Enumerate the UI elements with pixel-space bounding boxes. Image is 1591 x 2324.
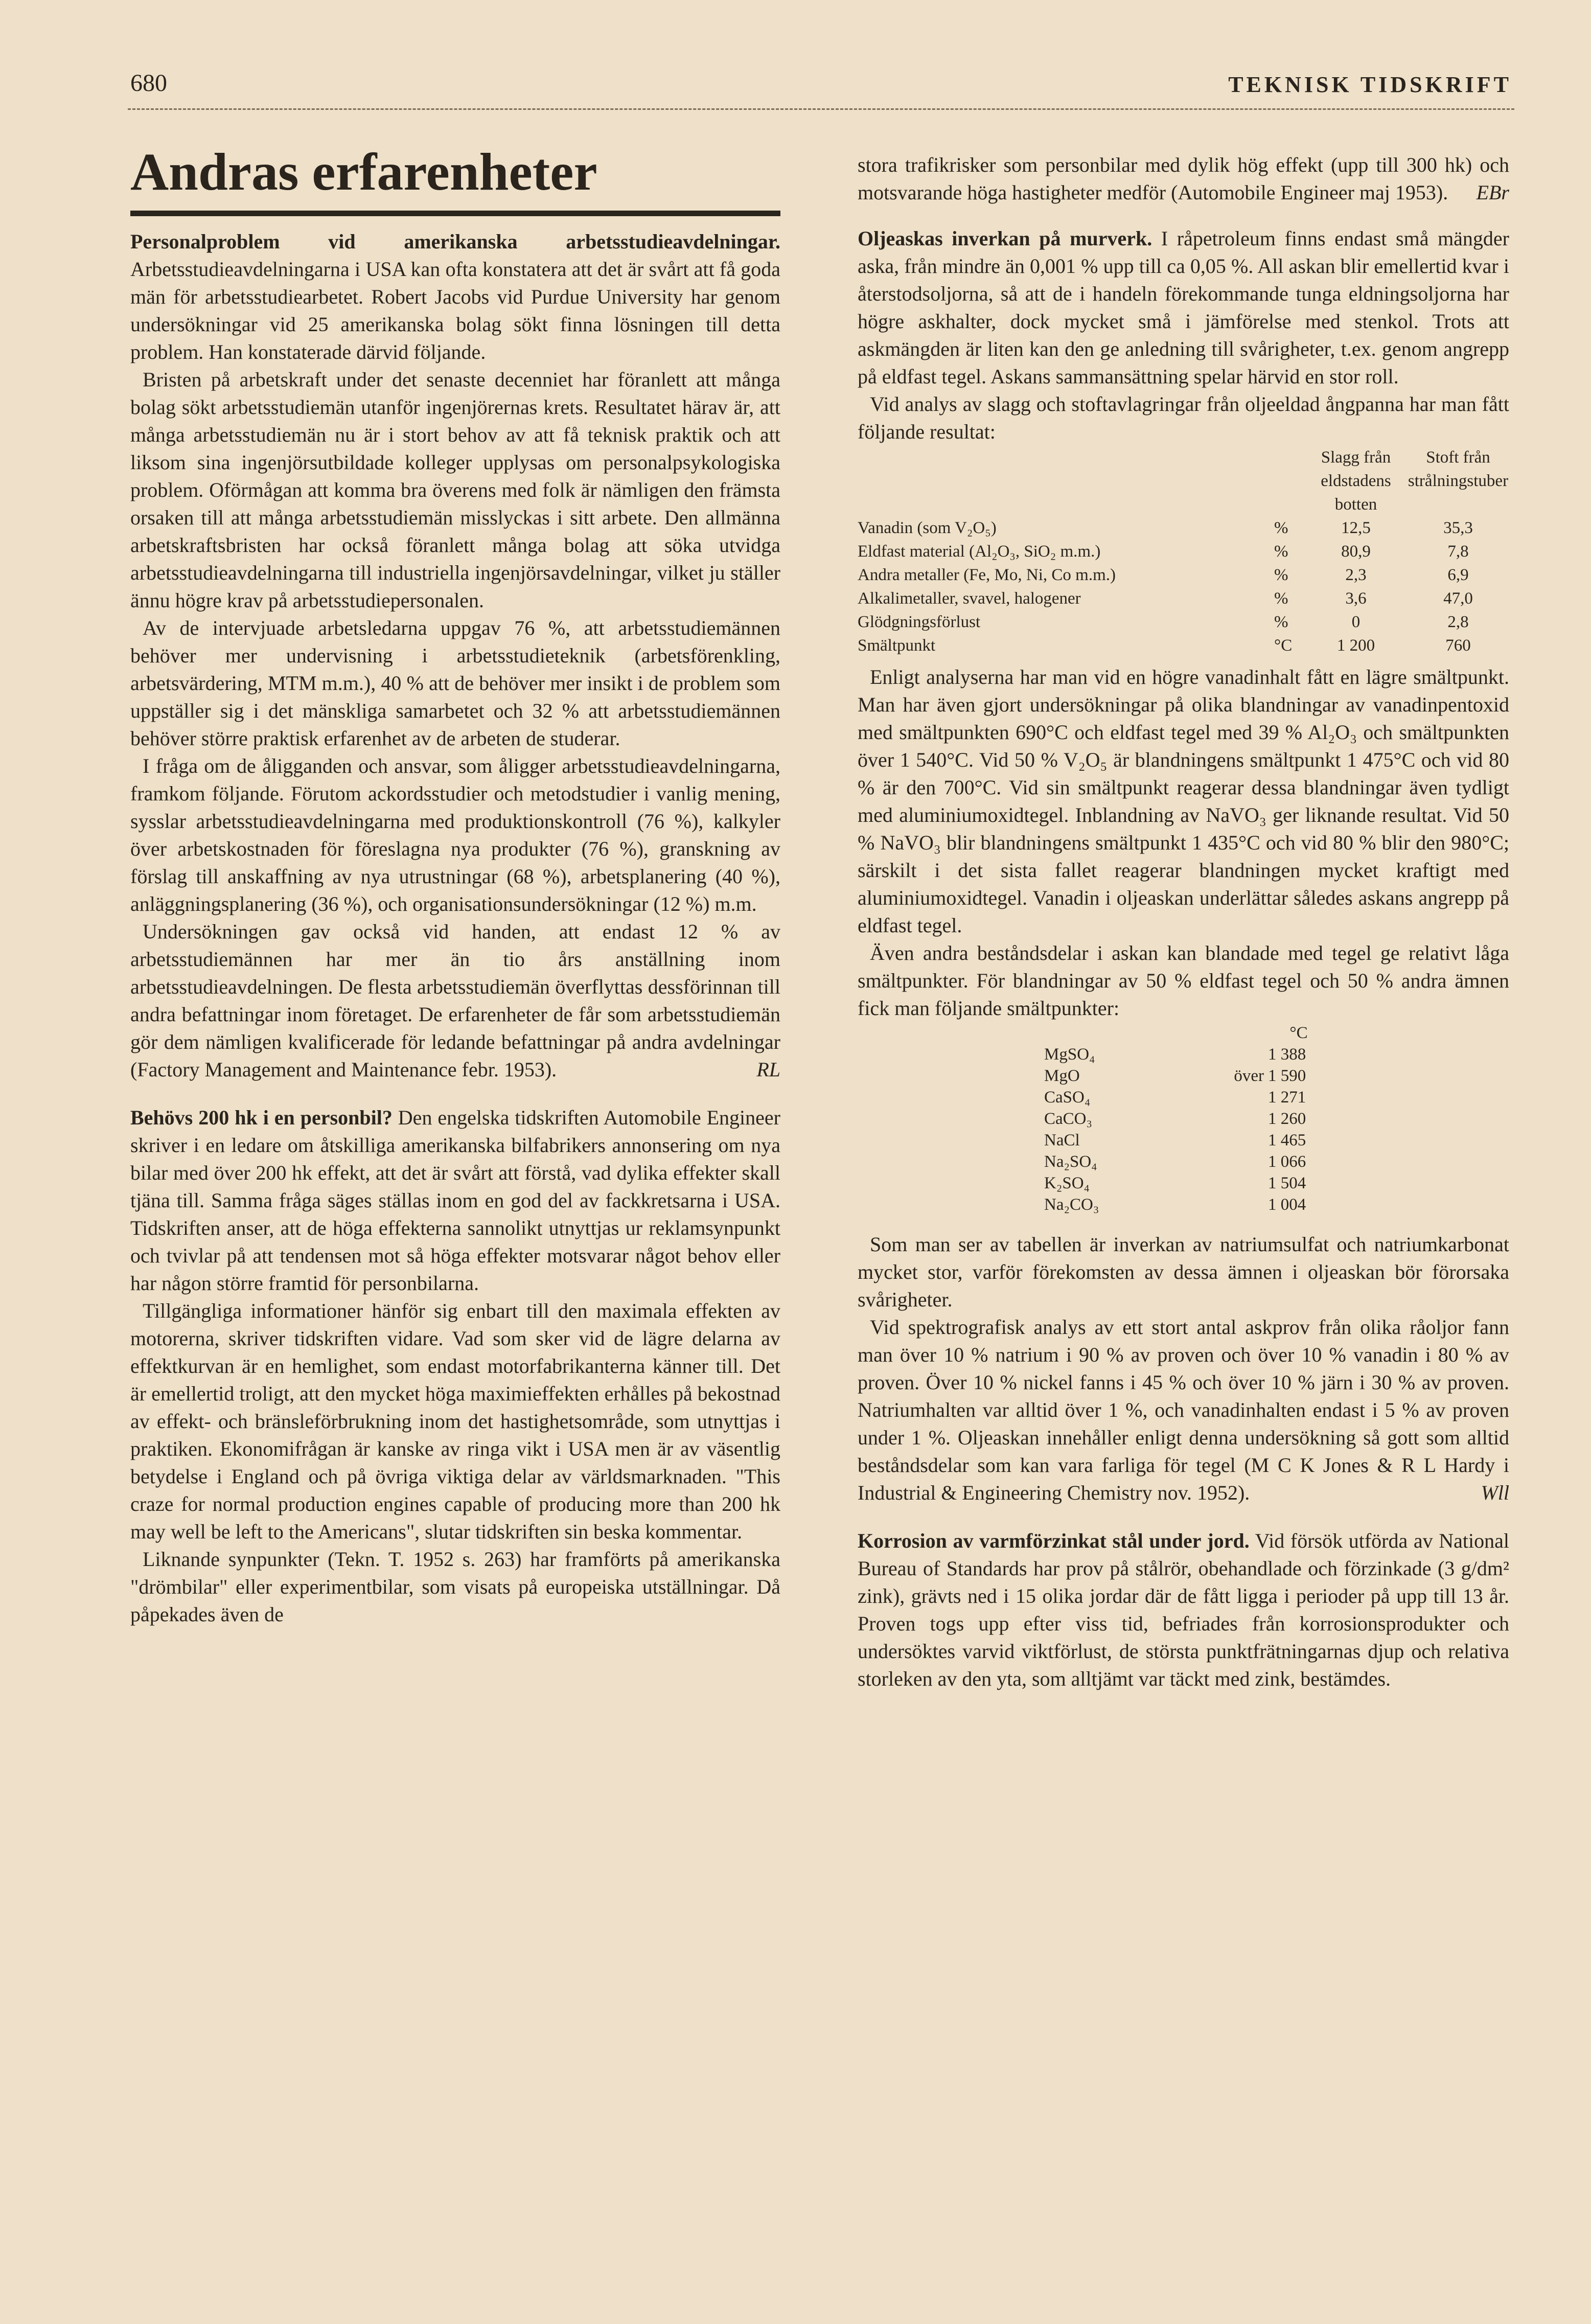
article-heading: Personalproblem vid amerikanska arbetsstudieavdelningar.: [130, 230, 780, 253]
paragraph-text: Undersökningen gav också vid handen, att endast 12 % av arbetsstudiemännen har mer än tio års anställning inom arbetsstudieavdelningen. De flesta arbetsstudiemän överflyttas dessförinnan till andra befattningar inom företaget. De erfarenheter de får som arbetsstudiemän gör dem nämligen kvalificerade för ledande befattningar på andra avdelningar (Factory Management and Maintenance febr. 1953).: [130, 920, 780, 1081]
cell-slagg: 1 200: [1336, 636, 1375, 655]
qualifier: [1213, 1194, 1268, 1215]
compound: Na₂CO₃: [1044, 1195, 1099, 1214]
paragraph: Vid analys av slagg och stoftavlagringar från oljeeldad ångpanna har man fått följande resultat:: [858, 393, 1509, 443]
compound: MgO: [1044, 1067, 1080, 1085]
melting-point: 1 388: [1268, 1045, 1306, 1064]
qualifier: [1213, 1108, 1268, 1130]
table-row: [1044, 1151, 1329, 1172]
row-unit: %: [1274, 519, 1288, 537]
table-row: [1044, 1130, 1329, 1151]
column-header-slagg: Slagg från eldstadens botten: [1321, 448, 1391, 514]
author-signature: Wll: [1481, 1481, 1509, 1504]
row-label: Glödgningsförlust: [858, 613, 981, 631]
compound: CaCO₃: [1044, 1110, 1093, 1128]
article-oljeaska: [858, 225, 1509, 390]
cell-stoft: 760: [1445, 636, 1471, 655]
row-unit: %: [1274, 566, 1288, 584]
cell-slagg: 80,9: [1341, 542, 1371, 561]
page-number: 680: [130, 70, 167, 97]
paragraph: Liknande synpunkter (Tekn. T. 1952 s. 263) har framförts på amerikanska "drömbilar" eller experimentbilar, som visats på europeiska utställningar. Då påpekades även de: [130, 1548, 780, 1626]
row-label: Andra metaller (Fe, Mo, Ni, Co m.m.): [858, 566, 1116, 584]
row-label: Vanadin (som V₂O₅): [858, 519, 997, 537]
row-unit: %: [1274, 542, 1288, 561]
row-unit: °C: [1274, 636, 1293, 655]
row-unit: %: [1274, 613, 1288, 631]
article-personalproblem: [130, 228, 780, 366]
row-label: Alkalimetaller, svavel, halogener: [858, 589, 1081, 608]
row-label: Smältpunkt: [858, 636, 936, 655]
title-rule: [130, 211, 780, 216]
qualifier: [1213, 1087, 1268, 1108]
compound: NaCl: [1044, 1131, 1080, 1149]
cell-slagg: 12,5: [1341, 519, 1371, 537]
cell-stoft: 35,3: [1443, 519, 1473, 537]
article-heading: Behövs 200 hk i en personbil?: [130, 1106, 393, 1129]
column-unit: °C: [1289, 1024, 1308, 1042]
article-heading: Korrosion av varmförzinkat stål under jord.: [858, 1529, 1250, 1552]
section-title: Andras erfarenheter: [130, 143, 597, 201]
table-row: [1044, 1194, 1329, 1215]
table-row: [858, 610, 1509, 634]
compound: CaSO₄: [1044, 1088, 1091, 1107]
qualifier: över: [1234, 1067, 1264, 1085]
table-row: [858, 540, 1509, 563]
paragraph: Som man ser av tabellen är inverkan av natriumsulfat och natriumkarbonat mycket stor, varför förekomsten av dessa ämnen i oljeaskan bör förorsaka svårigheter.: [858, 1233, 1509, 1311]
paragraph: Enligt analyserna har man vid en högre vanadinhalt fått en lägre smältpunkt. Man har även gjort undersökningar på olika blandningar av vanadinpentoxid med smältpunkten 690°C och eldfast tegel med 39 % Al₂O₃ och smältpunkten över 1 540°C. Vid 50 % V₂O₅ är blandningens smältpunkt 1 475°C och vid 80 % är den 700°C. Vid sin smältpunkt reagerar dessa blandningar även tydligt med aluminiumoxidtegel. Inblandning av NaVO₃ ger liknande resultat. Vid 50 % NaVO₃ blir blandningens smältpunkt 1 435°C och vid 80 % blir den 980°C; särskilt i det sista fallet reagerar blandningen mycket kraftigt med aluminiumoxidtegel. Vanadin i oljeaskan underlättar således askans angrepp på eldfast tegel.: [858, 665, 1509, 937]
author-signature: RL: [756, 1058, 780, 1081]
journal-title: TEKNISK TIDSKRIFT: [1228, 72, 1512, 97]
qualifier: [1213, 1130, 1268, 1151]
paragraph-text: Vid spektrografisk analys av ett stort antal askprov från olika råoljor fann man över 10 % natrium i 90 % av proven och över 10 % vanadin i 80 % av proven. Över 10 % nickel fanns i 45 % och över 10 % järn i 30 % av proven. Natriumhalten var alltid över 1 %, och vanadinhalten endast i 5 % av proven under 1 %. Oljeaskan innehåller enligt denna undersökning så gott som alltid beståndsdelar som kan vara farliga för tegel (M C K Jones & R L Hardy i Industrial & Engineering Chemistry nov. 1952).: [858, 1316, 1509, 1504]
table-row: [858, 516, 1509, 540]
cell-slagg: 3,6: [1345, 589, 1367, 608]
left-column: [130, 228, 780, 1628]
row-label: Eldfast material (Al₂O₃, SiO₂ m.m.): [858, 542, 1101, 561]
compound: K₂SO₄: [1044, 1174, 1090, 1192]
cell-stoft: 7,8: [1447, 542, 1469, 561]
table-row: [1044, 1044, 1329, 1065]
table-row: [1044, 1087, 1329, 1108]
paragraph-text: Arbetsstudieavdelningarna i USA kan ofta konstatera att det är svårt att få goda män för arbetsstudiearbetet. Robert Jacobs vid Purdue University har genom undersökningar vid 25 amerikanska bolag sökt finna lösningen till detta problem. Han konstaterade därvid följande.: [130, 258, 780, 363]
qualifier: [1213, 1151, 1268, 1172]
paragraph: Även andra beståndsdelar i askan kan blandade med tegel ge relativt låga smältpunkter. För blandningar av 50 % eldfast tegel och 50 % andra ämnen fick man följande smältpunkter:: [858, 941, 1509, 1020]
ash-analysis-table: [858, 446, 1509, 657]
melting-point-table: [1044, 1022, 1329, 1215]
table-row: [1044, 1065, 1329, 1087]
right-column: [858, 151, 1509, 1693]
row-unit: %: [1274, 589, 1288, 608]
melting-point: 1 066: [1268, 1153, 1306, 1171]
melting-point: 1 004: [1268, 1195, 1306, 1214]
paragraph: Bristen på arbetskraft under det senaste decenniet har föranlett att många bolag sökt arbetsstudiemän utanför ingenjörernas krets. Resultatet härav är, att många arbetsstudiemän nu är i stort behov av att få teknisk praktik och att liksom sina ingenjörsutbildade kolleger upplysas om personalpsykologiska problem. Oförmågan att komma bra överens med folk är nämligen den främsta orsaken till att många arbetsstudiemän misslyckas i sitt arbete. Den allmänna arbetskraftsbristen har också föranlett många bolag att söka utvidga arbetsstudieavdelningarna till industriella ingenjörsavdelningar, vilket ju ställer ännu högre krav på arbetsstudiepersonalen.: [130, 368, 780, 612]
table-row: [858, 634, 1509, 657]
melting-point: 1 465: [1268, 1131, 1306, 1149]
table-row: [858, 563, 1509, 587]
cell-slagg: 2,3: [1345, 566, 1367, 584]
melting-point: 1 590: [1268, 1067, 1306, 1085]
header-rule: [128, 108, 1514, 110]
table-row: [858, 587, 1509, 610]
article-behovs-200-hk: [130, 1104, 780, 1297]
article-korrosion: [858, 1527, 1509, 1693]
cell-slagg: 0: [1351, 613, 1361, 631]
paragraph-text: stora trafikrisker som personbilar med dylik hög effekt (upp till 300 hk) och motsvarande höga hastigheter medför (Automobile Engineer maj 1953).: [858, 153, 1509, 204]
compound: MgSO₄: [1044, 1045, 1095, 1064]
cell-stoft: 6,9: [1447, 566, 1469, 584]
paragraph: Av de intervjuade arbetsledarna uppgav 76 %, att arbetsstudiemännen behöver mer undervisning i arbetsstudieteknik (arbetsförenkling, arbetsvärdering, MTM m.m.), 40 % att de behöver mer insikt i de problem som uppställer sig i det mänskliga samarbetet och 32 % att arbetsstudiemännen behöver större praktisk erfarenhet av de arbeten de studerar.: [130, 616, 780, 750]
table-row: [1044, 1108, 1329, 1130]
paragraph-text: I råpetroleum finns endast små mängder aska, från mindre än 0,001 % upp till ca 0,05 %. All askan blir emellertid kvar i återstodsoljorna, så att de i handeln förekommande tunga eldningsoljorna har högre askhalter, dock mycket små i jämförelse med stenkol. Trots att askmängden är liten kan den ge anledning till svårigheter, t.ex. genom angrepp på eldfast tegel. Askans sammansättning spelar härvid en stor roll.: [858, 227, 1510, 388]
melting-point: 1 504: [1268, 1174, 1306, 1192]
paragraph: Tillgängliga informationer hänför sig enbart till den maximala effekten av motorerna, skriver tidskriften vidare. Vad som sker vid de lägre delarna av effektkurvan är en hemlighet, som endast motorfabrikanterna känner till. Det är emellertid troligt, att den mycket höga maximieffekten erhålles på bekostnad av effekt- och bränsleförbrukning inom det hastighetsområde, som utnyttjas i praktiken. Ekonomifrågan är kanske av ringa vikt i USA men är av väsentlig betydelse i England och på övriga viktiga delar av världsmarknaden. "This craze for normal production engines capable of producing more than 200 hk may well be left to the Americans", slutar tidskriften sin beska kommentar.: [130, 1299, 780, 1543]
qualifier: [1213, 1172, 1268, 1194]
cell-stoft: 47,0: [1443, 589, 1473, 608]
article-heading: Oljeaskas inverkan på murverk.: [858, 227, 1152, 250]
paragraph-text: Den engelska tidskriften Automobile Engineer skriver i en ledare om åtskilliga amerikanska bilfabrikers annonsering om nya bilar med över 200 hk effekt, att det är svårt att förstå, vad dylika effekter skall tjäna till. Samma fråga säges ställas inom en god del av fackkretsarna i USA. Tidskriften anser, att de höga effekterna sannolikt utnyttjas ur reklamsynpunkt och tvivlar på att tendensen mot så höga effekter motsvarar något behov eller har någon större framtid för personbilarna.: [130, 1106, 780, 1295]
author-signature: EBr: [1476, 181, 1509, 204]
paragraph: [858, 1314, 1509, 1507]
melting-point: 1 271: [1268, 1088, 1306, 1107]
cell-stoft: 2,8: [1447, 613, 1469, 631]
paragraph: I fråga om de åligganden och ansvar, som åligger arbetsstudieavdelningarna, framkom följande. Förutom ackordsstudier och metodstudier i vanlig mening, sysslar arbetsstudieavdelningarna med produktionskontroll (76 %), kalkyler över arbetskostnaden för föreslagna nya produkter (76 %), granskning av förslag till anskaffning av nya utrustningar (68 %), arbetsplanering (40 %), anläggningsplanering (36 %), och organisationsundersökningar (12 %) m.m.: [130, 754, 780, 915]
table-row: [1044, 1172, 1329, 1194]
paragraph-text: Vid försök utförda av National Bureau of Standards har prov på stålrör, obehandlade och förzinkade (3 g/dm² zink), grävts ned i 15 olika jordar där de fått ligga i perioder på upp till 13 år. Proven togs upp efter viss tid, befriades från korrosionsprodukter och undersöktes varvid viktförlust, de största punktfrätningarnas djup och relativa storleken av den yta, som alltjämt var täckt med zink, bestämdes.: [858, 1529, 1510, 1690]
melting-point: 1 260: [1268, 1110, 1306, 1128]
paragraph: [130, 918, 780, 1084]
compound: Na₂SO₄: [1044, 1153, 1097, 1171]
paragraph: [858, 151, 1509, 206]
qualifier: [1213, 1044, 1268, 1065]
column-header-stoft: Stoft från strålningstuber: [1408, 448, 1509, 490]
